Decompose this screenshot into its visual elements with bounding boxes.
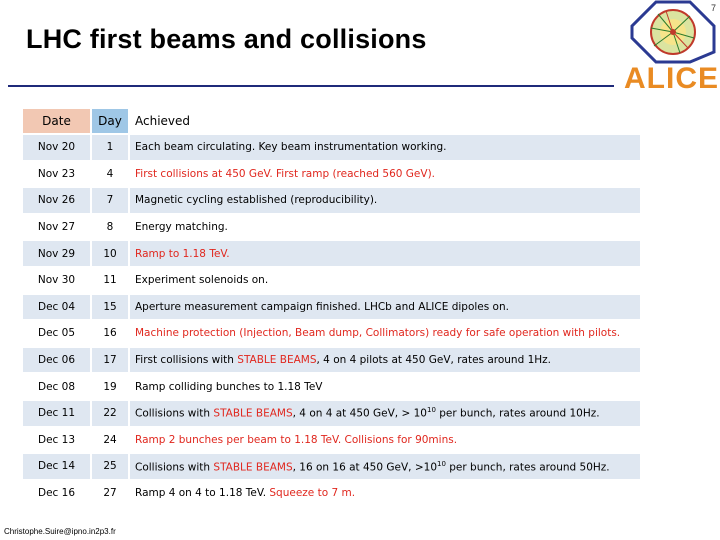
title-divider [8, 85, 614, 87]
row-date: Dec 08 [23, 374, 90, 399]
page-title: LHC first beams and collisions [26, 24, 427, 54]
achieved-part: per bunch, rates around 50Hz. [445, 461, 610, 474]
stable-beams-label: STABLE BEAMS [213, 407, 293, 420]
table-row [23, 188, 640, 213]
table-row [23, 215, 640, 240]
table-row [23, 268, 640, 293]
row-day: 7 [92, 188, 128, 213]
row-achieved: Machine protection (Injection, Beam dump, Collimators) ready for safe operation with pilots. [130, 321, 640, 346]
row-day: 15 [92, 295, 128, 320]
row-achieved: First collisions at 450 GeV. First ramp (reached 560 GeV). [130, 162, 640, 187]
achieved-part: Collisions with [135, 407, 214, 420]
stable-beams-label: STABLE BEAMS [213, 461, 293, 474]
table-header-row [23, 109, 640, 133]
row-achieved [130, 348, 640, 373]
row-achieved [130, 401, 640, 426]
row-day: 25 [92, 454, 128, 479]
row-achieved: Each beam circulating. Key beam instrumentation working. [130, 135, 640, 160]
row-day: 24 [92, 428, 128, 453]
row-achieved: Aperture measurement campaign finished. LHCb and ALICE dipoles on. [130, 295, 640, 320]
header-date: Date [23, 109, 90, 133]
table-row [23, 348, 640, 373]
squeeze-label: Squeeze to 7 m. [269, 487, 356, 500]
row-achieved: Experiment solenoids on. [130, 268, 640, 293]
row-date: Nov 26 [23, 188, 90, 213]
table-row [23, 241, 640, 266]
row-day: 22 [92, 401, 128, 426]
achieved-part: , 4 on 4 at 450 GeV, > 10 [292, 407, 427, 420]
achieved-part: , 16 on 16 at 450 GeV, >10 [292, 461, 437, 474]
logo-text: ALICE [624, 62, 719, 95]
row-date: Nov 23 [23, 162, 90, 187]
achieved-part: First collisions with [135, 354, 238, 367]
row-achieved [130, 454, 640, 479]
exponent: 10 [426, 406, 436, 415]
row-date: Dec 05 [23, 321, 90, 346]
table-row [23, 428, 640, 453]
table-row [23, 295, 640, 320]
row-achieved: Ramp to 1.18 TeV. [130, 241, 640, 266]
schedule-table [21, 107, 642, 507]
table-row [23, 321, 640, 346]
row-achieved: Energy matching. [130, 215, 640, 240]
achieved-part: Collisions with [135, 461, 214, 474]
row-day: 1 [92, 135, 128, 160]
row-date: Dec 14 [23, 454, 90, 479]
row-day: 17 [92, 348, 128, 373]
row-day: 19 [92, 374, 128, 399]
row-day: 16 [92, 321, 128, 346]
table-row [23, 401, 640, 426]
row-day: 4 [92, 162, 128, 187]
table-row [23, 162, 640, 187]
logo-vertex [670, 29, 676, 35]
row-date: Dec 06 [23, 348, 90, 373]
row-date: Nov 30 [23, 268, 90, 293]
row-date: Nov 27 [23, 215, 90, 240]
stable-beams-label: STABLE BEAMS [237, 354, 317, 367]
row-day: 11 [92, 268, 128, 293]
row-achieved: Ramp 2 bunches per beam to 1.18 TeV. Collisions for 90mins. [130, 428, 640, 453]
table-row [23, 374, 640, 399]
achieved-part: per bunch, rates around 10Hz. [435, 407, 600, 420]
achieved-part: , 4 on 4 pilots at 450 GeV, rates around 1Hz. [316, 354, 552, 367]
exponent: 10 [437, 459, 446, 468]
row-achieved: Magnetic cycling established (reproducibility). [130, 188, 640, 213]
footer-email: Christophe.Suire@ipno.in2p3.fr [4, 527, 116, 536]
table-row [23, 481, 640, 506]
slide-number: 7 [710, 3, 716, 13]
row-date: Nov 29 [23, 241, 90, 266]
row-day: 8 [92, 215, 128, 240]
row-date: Nov 20 [23, 135, 90, 160]
row-date: Dec 13 [23, 428, 90, 453]
table-row [23, 135, 640, 160]
header-day: Day [92, 109, 128, 133]
header-achieved: Achieved [130, 109, 640, 133]
row-day: 27 [92, 481, 128, 506]
row-date: Dec 04 [23, 295, 90, 320]
table-row [23, 454, 640, 479]
row-achieved: Ramp colliding bunches to 1.18 TeV [130, 374, 640, 399]
row-day: 10 [92, 241, 128, 266]
row-achieved [130, 481, 640, 506]
achieved-part: Ramp 4 on 4 to 1.18 TeV. [135, 487, 270, 500]
row-date: Dec 16 [23, 481, 90, 506]
row-date: Dec 11 [23, 401, 90, 426]
